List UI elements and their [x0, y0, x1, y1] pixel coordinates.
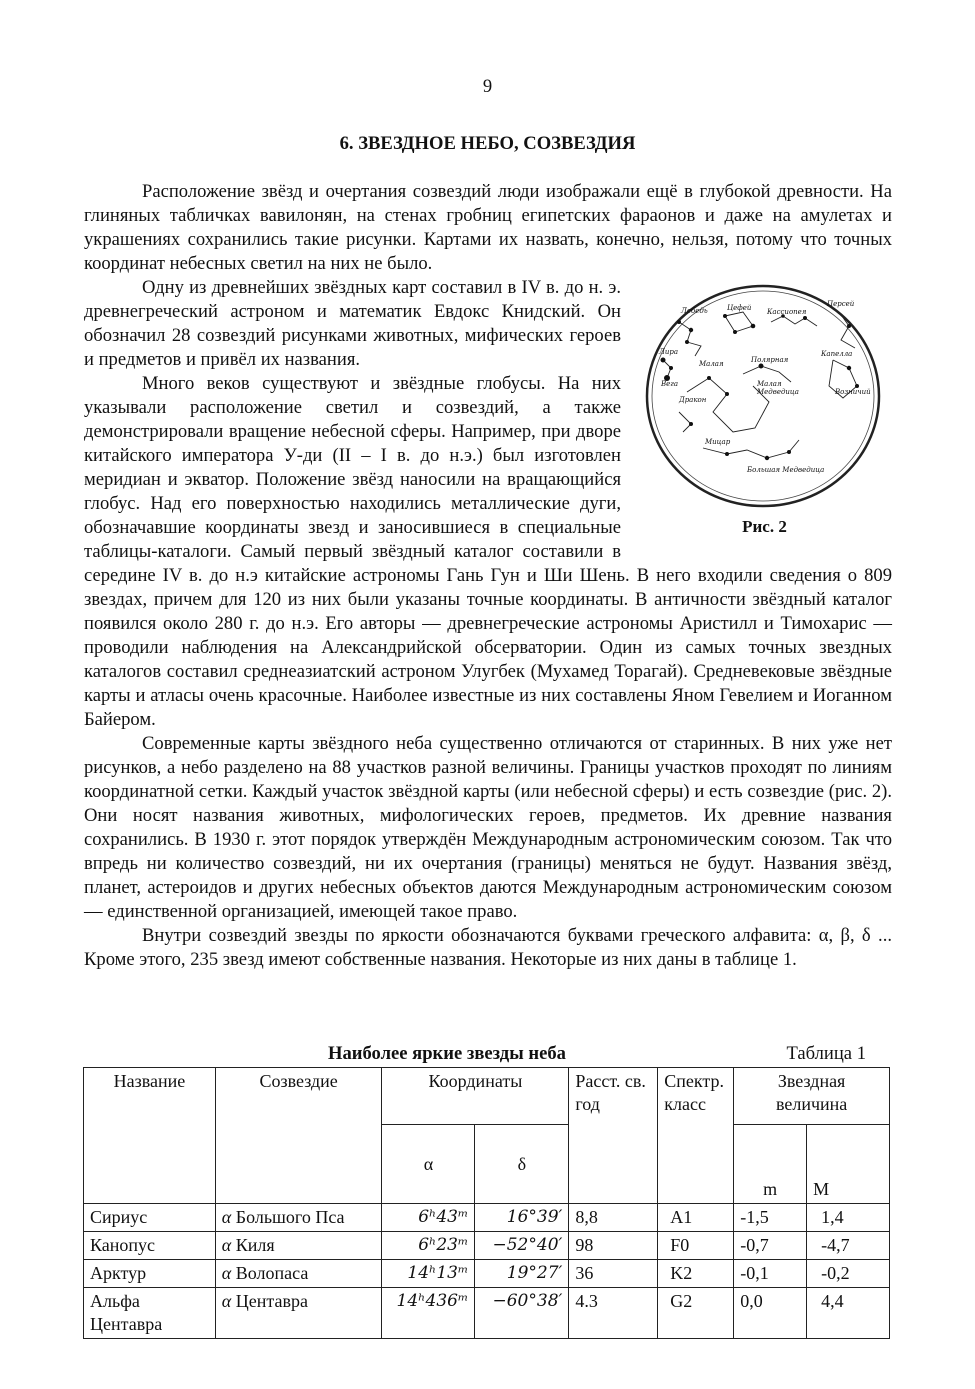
cell-name: Сириус: [84, 1204, 216, 1232]
header-m: m: [734, 1149, 807, 1204]
table-row: [84, 1232, 890, 1260]
svg-text:Мицар: Мицар: [705, 438, 731, 446]
table-title: Наиболее яркие звезды неба: [328, 1043, 566, 1064]
cell-M: 1,4: [807, 1204, 890, 1232]
table-number: Таблица 1: [786, 1043, 866, 1064]
cell-m: -0,7: [734, 1232, 807, 1260]
header-M: M: [807, 1149, 890, 1204]
header-constellation: Созвездие: [215, 1068, 382, 1204]
cell-dec: −60°38′: [475, 1288, 569, 1339]
svg-text:Возничий: Возничий: [835, 388, 871, 396]
svg-text:Дракон: Дракон: [679, 396, 707, 404]
svg-text:Малая: Малая: [757, 380, 782, 388]
cell-distance: 36: [569, 1260, 658, 1288]
header-delta: δ: [475, 1125, 569, 1204]
cell-m: -1,5: [734, 1204, 807, 1232]
svg-text:Кассиопея: Кассиопея: [767, 308, 807, 316]
svg-text:Полярная: Полярная: [751, 356, 789, 364]
paragraph-4: Современные карты звёздного неба существенно отличаются от старинных. В них уже нет рисунков, а небо разделено на 88 участков разной величины. Границы участков проходят по линиям координатной сетки. Каждый участок звёздной карты (или небесной сферы) и есть созвездие (рис. 2). Они носят названия животных, мифологических героев, предметов. Их древние названия сохранились. В 1930 г. этот порядок утверждён Международным астрономическим союзом. Так что впредь ни количество созвездий, ни их очертания (границы) меняться не будут. Названия звёзд, планет, астероидов и других небесных объектов даются Международным астрономическим союзом — единственной организацией, имеющей такое право.: [84, 733, 892, 922]
cell-name: Канопус: [84, 1232, 216, 1260]
cell-spectral: A1: [658, 1204, 734, 1232]
cell-dec: 19°27′: [475, 1260, 569, 1288]
cell-spectral: F0: [658, 1232, 734, 1260]
svg-text:Лира: Лира: [659, 348, 679, 356]
svg-text:Малая: Малая: [699, 360, 724, 368]
figure-2: [637, 276, 892, 558]
cell-m: -0,1: [734, 1260, 807, 1288]
paragraph-5: Внутри созвездий звезды по яркости обозначаются буквами греческого алфавита: α, β, δ ... Кроме этого, 235 звезд имеют собственные названия. Некоторые из них даны в таблице 1.: [84, 925, 892, 970]
cell-constellation: α Большого Пса: [215, 1204, 382, 1232]
brightest-stars-table: [83, 1067, 890, 1339]
header-spectral: Спектр. класс: [658, 1068, 734, 1204]
cell-name: Арктур: [84, 1260, 216, 1288]
header-coordinates: Координаты: [382, 1068, 569, 1125]
cell-M: 4,4: [807, 1288, 890, 1339]
cell-constellation: α Волопаса: [215, 1260, 382, 1288]
cell-constellation: α Киля: [215, 1232, 382, 1260]
cell-spectral: K2: [658, 1260, 734, 1288]
svg-text:Большая Медведица: Большая Медведица: [747, 466, 825, 474]
cell-constellation: α Центавра: [215, 1288, 382, 1339]
cell-name: Альфа Центавра: [84, 1288, 216, 1339]
svg-text:Капелла: Капелла: [821, 350, 853, 358]
table-caption: [84, 1043, 892, 1067]
paragraph-3: Много веков существуют и звёздные глобусы. На них указывали расположение светил и созвездий, а также демонстрировали вращение небесной сферы. Например, при дворе китайского императора У-ди (II – I в. до н.э.) был изготовлен меридиан и экватор. Положение звёзд наносили на вращающийся глобус. Над его поверхностью находились металлические дуги, обозначавшие координаты звезд и заносившиеся в специальные таблицы-каталоги. Самый первый звёздный каталог составили в середине IV в. до н.э китайские астрономы Гань Гун и Ши Шень. В него входили сведения о 809 звездах, причем для 120 из них были указаны точные координаты. В античности звёздный каталог появился около 280 г. до н.э. Его авторы — древнегреческие астрономы Аристилл и Тимохарис — проводили наблюдения на Александрийской обсерватории. Один из самых точных звездных каталогов составил среднеазиатский астроном Улугбек (Мухамед Торагай). Средневековые звёздные карты и атласы очень красочные. Наиболее известные из них составлены Яном Гевелием и Иоганном Байером.: [84, 373, 892, 730]
cell-dec: −52°40′: [475, 1232, 569, 1260]
table-row: [84, 1260, 890, 1288]
cell-M: -4,7: [807, 1232, 890, 1260]
page-number: 9: [482, 76, 493, 97]
table-row: [84, 1288, 890, 1339]
cell-ra: 14ʰ13ᵐ: [382, 1260, 475, 1288]
section-heading: 6. ЗВЕЗДНОЕ НЕБО, СОЗВЕЗДИЯ: [339, 133, 636, 154]
svg-text:Цефей: Цефей: [727, 304, 752, 312]
cell-ra: 6ʰ43ᵐ: [382, 1204, 475, 1232]
svg-text:Вега: Вега: [661, 380, 678, 388]
paragraph-1: Расположение звёзд и очертания созвездий люди изображали ещё в глубокой древности. На глиняных табличках вавилонян, на стенах гробниц египетских фараонов и даже на амулетах и украшениях сохранились такие рисунки. Картами их назвать, конечно, нельзя, потому что точных координат небесных светил на них не было.: [84, 181, 892, 274]
table-row: [84, 1204, 890, 1232]
cell-dec: 16°39′: [475, 1204, 569, 1232]
svg-text:Лебедь: Лебедь: [681, 307, 708, 315]
cell-m: 0,0: [734, 1288, 807, 1339]
paragraph-2: Одну из древнейших звёздных карт составил в IV в. до н. э. древнегреческий астроном и математик Евдокс Книдский. Он обозначил 28 созвездий рисунками животных, мифических героев и предметов и привёл их названия.: [84, 277, 621, 370]
header-distance: Расст. св. год: [569, 1068, 658, 1204]
cell-ra: 6ʰ23ᵐ: [382, 1232, 475, 1260]
cell-distance: 98: [569, 1232, 658, 1260]
cell-M: -0,2: [807, 1260, 890, 1288]
cell-spectral: G2: [658, 1288, 734, 1339]
cell-ra: 14ʰ436ᵐ: [382, 1288, 475, 1339]
header-magnitude: Звездная величина: [734, 1068, 890, 1125]
svg-text:Персей: Персей: [827, 300, 855, 308]
figure-caption: Рис. 2: [742, 517, 787, 536]
body-text: [84, 180, 892, 972]
cell-distance: 4.3: [569, 1288, 658, 1339]
svg-text:Медведица: Медведица: [757, 388, 799, 396]
star-chart-image: [643, 282, 883, 510]
cell-distance: 8,8: [569, 1204, 658, 1232]
header-name: Название: [84, 1068, 216, 1204]
header-alpha: α: [382, 1125, 475, 1204]
